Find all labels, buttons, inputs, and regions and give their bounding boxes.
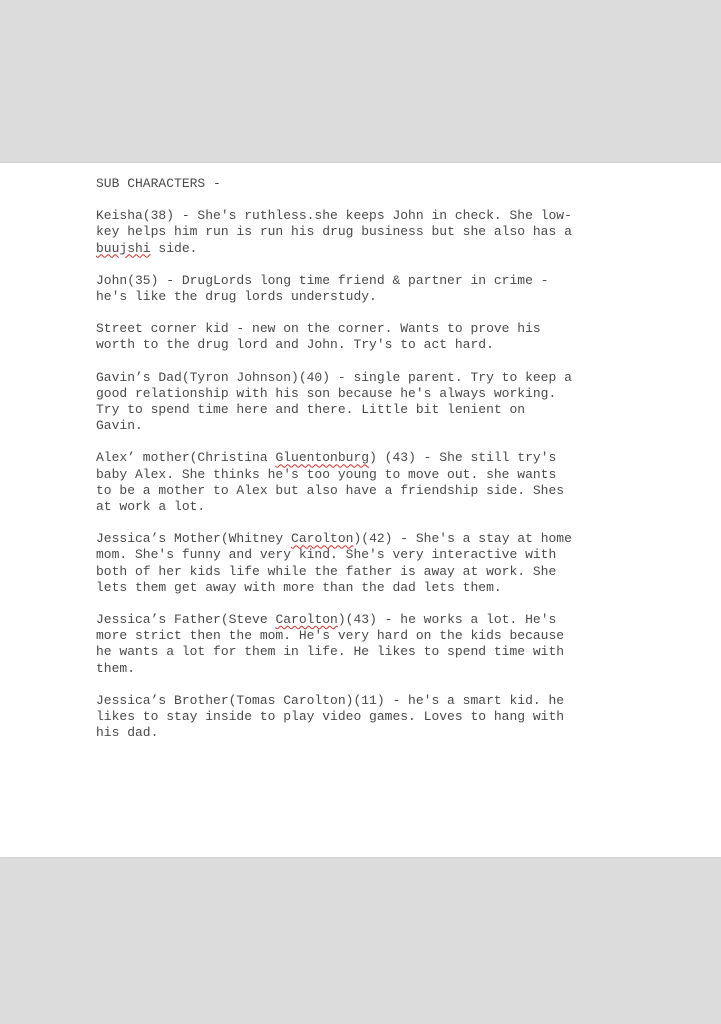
text-segment: ) (43) - She still try's (369, 450, 557, 466)
text-line: baby Alex. She thinks he's too young to move out. she wants (96, 466, 557, 482)
text-line: more strict then the mom. He's very hard on the kids because (96, 628, 565, 644)
text-segment: )(42) - She's a stay at home (353, 531, 572, 547)
text-line: he wants a lot for them in life. He likes to spend time with (96, 644, 565, 660)
character-paragraph (96, 612, 626, 677)
character-paragraph (96, 450, 626, 515)
text-line: Keisha(38) - She's ruthless.she keeps John in check. She low- (96, 208, 572, 224)
text-line: good relationship with his son because he's always working. (96, 385, 557, 401)
misspelled-word[interactable]: Gluentonburg (275, 450, 370, 466)
document-body (96, 176, 626, 757)
text-segment: side. (150, 240, 198, 256)
text-line: worth to the drug lord and John. Try's to act hard. (96, 337, 494, 353)
misspelled-word[interactable]: buujshi (96, 240, 151, 256)
text-line (96, 450, 626, 466)
misspelled-word[interactable]: Carolton (275, 612, 338, 628)
text-line: Gavin’s Dad(Tyron Johnson)(40) - single parent. Try to keep a (96, 369, 572, 385)
text-line: key helps him run is run his drug business but she also has a (96, 224, 572, 240)
text-line (96, 612, 626, 628)
text-line: Jessica’s Brother(Tomas Carolton)(11) - he's a smart kid. he (96, 692, 565, 708)
character-paragraph (96, 370, 626, 435)
text-line: Try to spend time here and there. Little bit lenient on (96, 402, 526, 418)
paragraph-list (96, 208, 626, 741)
character-paragraph (96, 208, 626, 257)
section-heading: SUB CHARACTERS - (96, 176, 221, 191)
text-line: he's like the drug lords understudy. (96, 289, 377, 305)
text-segment: )(43) - he works a lot. He's (337, 612, 557, 628)
text-line: them. (96, 660, 136, 676)
text-line: likes to stay inside to play video games. Loves to hang with (96, 709, 565, 725)
character-paragraph (96, 321, 626, 353)
text-line: at work a lot. (96, 499, 206, 515)
text-segment: Jessica’s Father(Steve (96, 612, 276, 628)
text-line: Gavin. (96, 418, 143, 434)
misspelled-word[interactable]: Carolton (291, 531, 354, 547)
text-line: his dad. (96, 725, 159, 741)
text-line: lets them get away with more than the dad lets them. (96, 579, 502, 595)
character-paragraph (96, 531, 626, 596)
text-line: Street corner kid - new on the corner. Wants to prove his (96, 321, 541, 337)
character-paragraph (96, 273, 626, 305)
character-paragraph (96, 693, 626, 742)
text-line: mom. She's funny and very kind. She's very interactive with (96, 547, 557, 563)
text-line (96, 531, 626, 547)
text-segment: Alex’ mother(Christina (96, 450, 276, 466)
text-segment: Jessica’s Mother(Whitney (96, 531, 292, 547)
document-page (0, 163, 721, 857)
text-line: to be a mother to Alex but also have a friendship side. Shes (96, 482, 565, 498)
text-line (96, 241, 626, 257)
text-line: John(35) - DrugLords long time friend & partner in crime - (96, 272, 549, 288)
text-line: both of her kids life while the father is away at work. She (96, 563, 557, 579)
